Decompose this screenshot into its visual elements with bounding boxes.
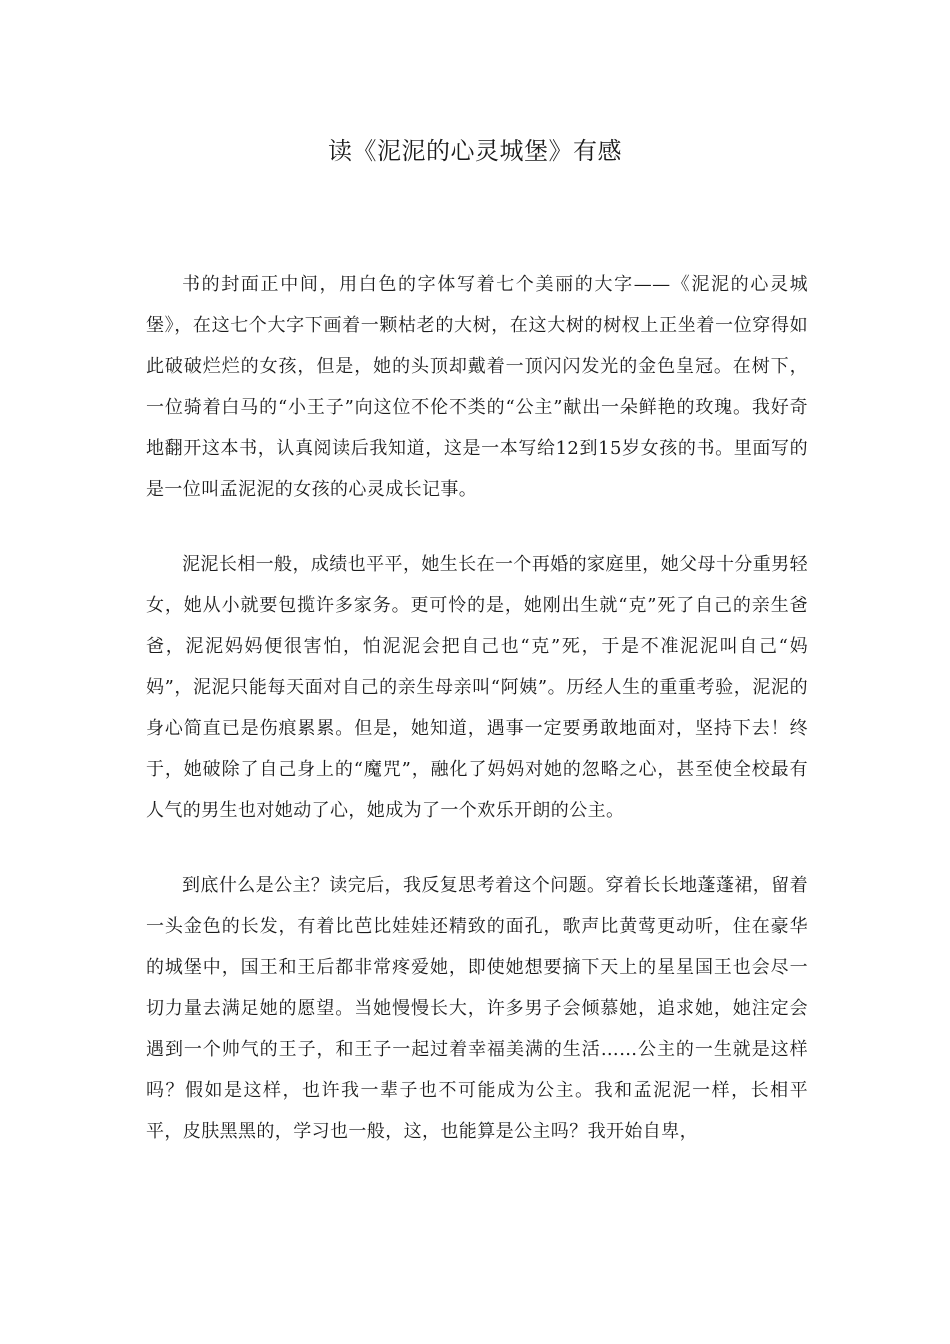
document-title: 读《泥泥的心灵城堡》有感 <box>328 137 622 165</box>
paragraph-3: 到底什么是公主？读完后，我反复思考着这个问题。穿着长长地蓬蓬裙，留着一头金色的长发，有着比芭比娃娃还精致的面孔，歌声比黄莺更动听，住在豪华的城堡中，国王和王后都非常疼爱她，即使她想要摘下天上的星星国王也会尽一切力量去满足她的愿望。当她慢慢长大，许多男子会倾慕她，追求她，她注定会遇到一个帅气的王子，和王子一起过着幸福美满的生活……公主的一生就是这样吗？假如是这样，也许我一辈子也不可能成为公主。我和孟泥泥一样，长相平平，皮肤黑黑的，学习也一般，这，也能算是公主吗？我开始自卑， <box>146 875 808 1142</box>
document-body <box>146 264 808 1186</box>
paragraph-2: 泥泥长相一般，成绩也平平，她生长在一个再婚的家庭里，她父母十分重男轻女，她从小就要包揽许多家务。更可怜的是，她刚出生就“克”死了自己的亲生爸爸，泥泥妈妈便很害怕，怕泥泥会把自己也“克”死，于是不准泥泥叫自己“妈妈”，泥泥只能每天面对自己的亲生母亲叫“阿姨”。历经人生的重重考验，泥泥的身心简直已是伤痕累累。但是，她知道，遇事一定要勇敢地面对，坚持下去！终于，她破除了自己身上的“魔咒”，融化了妈妈对她的忽略之心，甚至使全校最有人气的男生也对她动了心，她成为了一个欢乐开朗的公主。 <box>146 554 808 821</box>
paragraph-1: 书的封面正中间，用白色的字体写着七个美丽的大字——《泥泥的心灵城堡》，在这七个大字下画着一颗枯老的大树，在这大树的树杈上正坐着一位穿得如此破破烂烂的女孩，但是，她的头顶却戴着一顶闪闪发光的金色皇冠。在树下，一位骑着白马的“小王子”向这位不伦不类的“公主”献出一朵鲜艳的玫瑰。我好奇地翻开这本书，认真阅读后我知道，这是一本写给12到15岁女孩的书。里面写的是一位叫孟泥泥的女孩的心灵成长记事。 <box>146 274 808 500</box>
